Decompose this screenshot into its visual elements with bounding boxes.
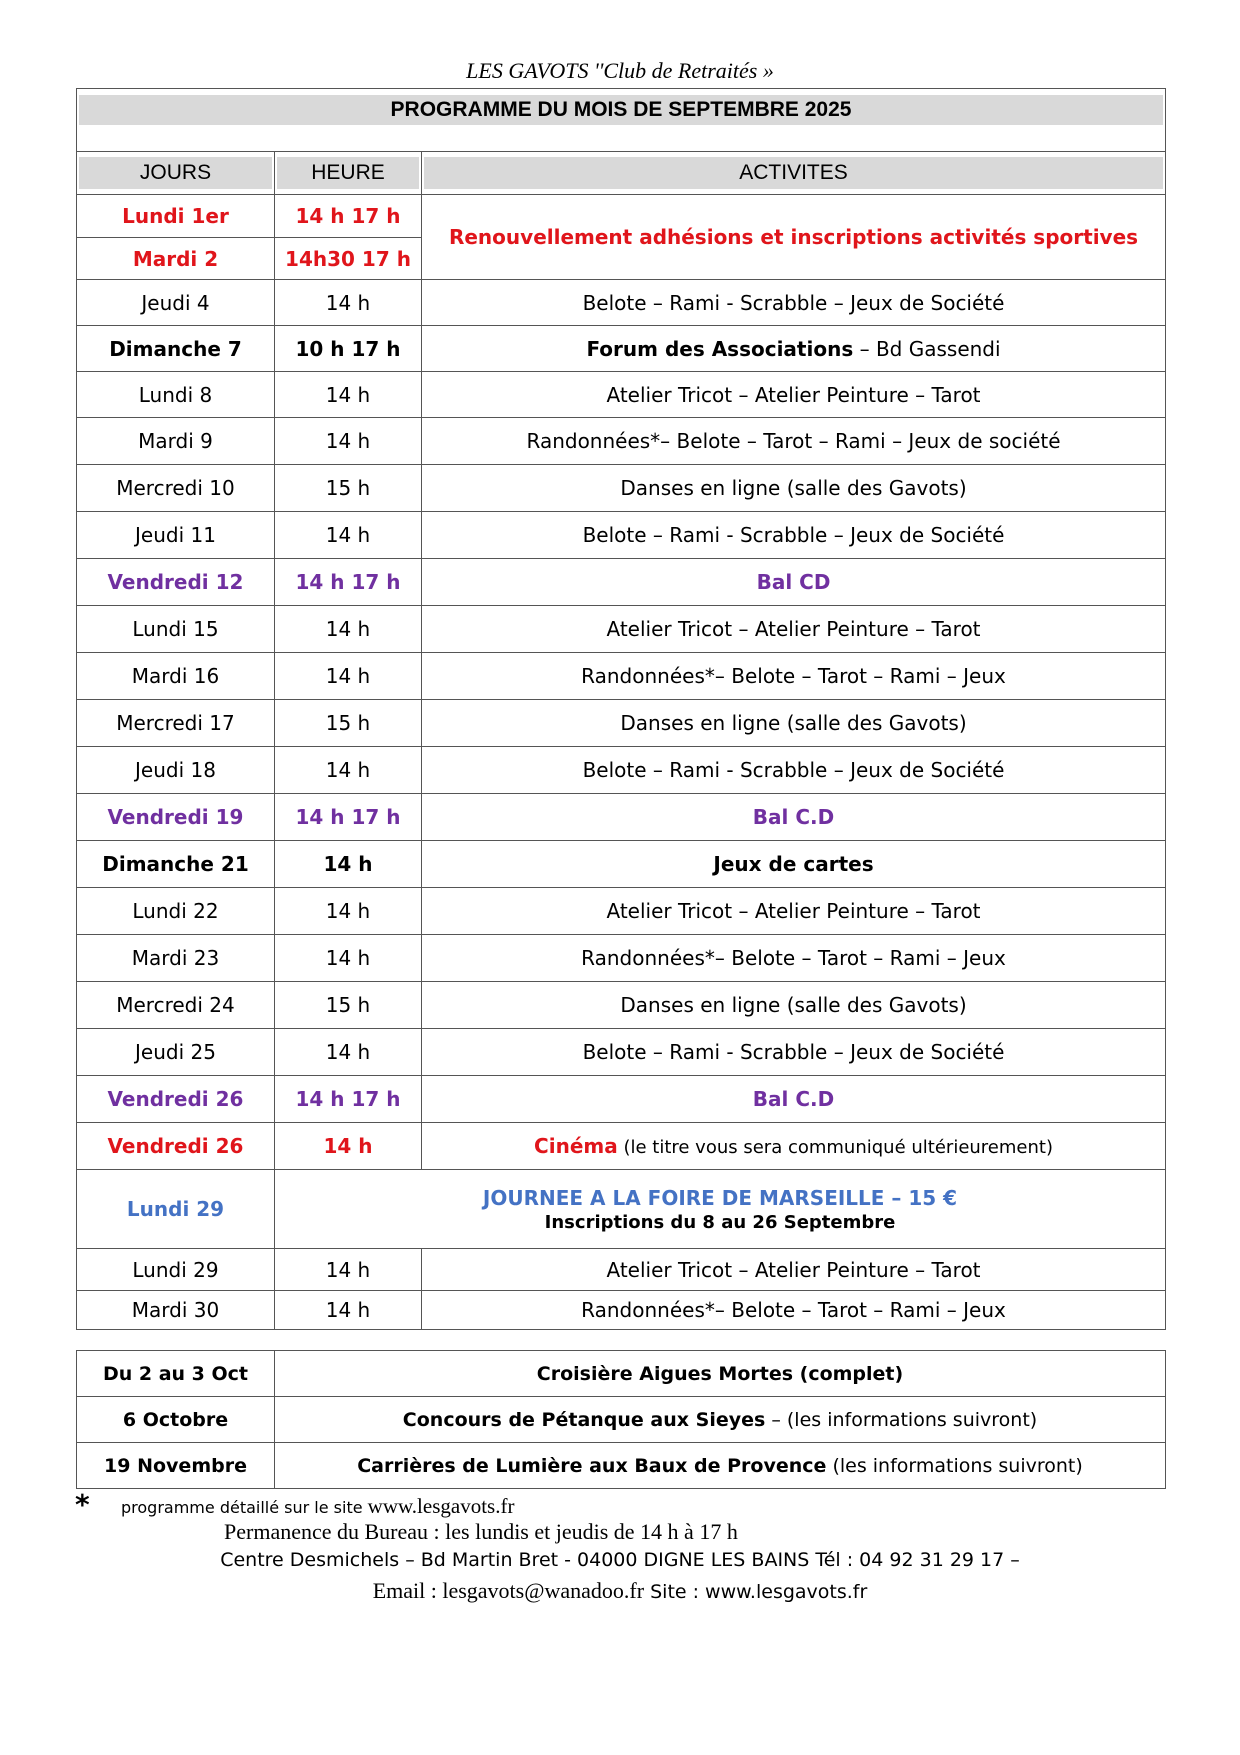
time-cell: 14 h	[275, 1249, 422, 1291]
program-title-row	[77, 89, 1166, 152]
table-row	[77, 372, 1166, 418]
event-title: Carrières de Lumière aux Baux de Provence	[357, 1454, 827, 1477]
table-row	[77, 1397, 1166, 1443]
table-row	[77, 700, 1166, 747]
day-cell: Lundi 22	[77, 888, 275, 935]
activity-cell: Danses en ligne (salle des Gavots)	[422, 982, 1166, 1029]
trip-title: JOURNEE A LA FOIRE DE MARSEILLE – 15 €	[482, 1185, 958, 1210]
time-cell: 14 h 17 h	[275, 195, 422, 238]
activity-cell: Belote – Rami - Scrabble – Jeux de Société	[422, 747, 1166, 794]
table-row	[77, 1351, 1166, 1397]
table-row	[77, 512, 1166, 559]
table-row	[77, 326, 1166, 372]
day-cell: Mardi 2	[77, 238, 275, 280]
day-cell: Jeudi 25	[77, 1029, 275, 1076]
program-table	[76, 88, 1166, 1330]
table-row	[77, 418, 1166, 465]
event-cell	[275, 1351, 1166, 1397]
office-hours: Permanence du Bureau : les lundis et jeudis de 14 h à 17 h	[224, 1519, 738, 1544]
activity-cell: Belote – Rami - Scrabble – Jeux de Société	[422, 512, 1166, 559]
footnote	[121, 1494, 514, 1519]
event-date: 19 Novembre	[77, 1443, 275, 1489]
event-cell	[275, 1397, 1166, 1443]
event-detail: (les informations suivront)	[826, 1454, 1083, 1477]
time-cell: 15 h	[275, 982, 422, 1029]
time-cell: 10 h 17 h	[275, 326, 422, 372]
event-title: Croisière Aigues Mortes (complet)	[536, 1362, 904, 1385]
table-row	[77, 1249, 1166, 1291]
day-cell: Lundi 29	[77, 1170, 275, 1249]
day-cell: Lundi 1er	[77, 195, 275, 238]
table-row	[77, 982, 1166, 1029]
table-row	[77, 1076, 1166, 1123]
time-cell: 14 h	[275, 512, 422, 559]
activity-detail: (le titre vous sera communiqué ultérieurement)	[617, 1137, 1053, 1158]
activity-cell: Bal CD	[422, 559, 1166, 606]
program-title: PROGRAMME DU MOIS DE SEPTEMBRE 2025	[79, 95, 1163, 125]
table-row	[77, 888, 1166, 935]
time-cell: 14 h	[275, 747, 422, 794]
day-cell: Mercredi 17	[77, 700, 275, 747]
time-cell: 14 h 17 h	[275, 794, 422, 841]
time-cell: 15 h	[275, 700, 422, 747]
activity-cell	[275, 1170, 1166, 1249]
footnote-text: programme détaillé sur le site	[121, 1498, 368, 1517]
event-detail: – (les informations suivront)	[765, 1408, 1038, 1431]
event-date: 6 Octobre	[77, 1397, 275, 1443]
email-label: Email :	[372, 1578, 443, 1603]
day-cell: Mardi 30	[77, 1291, 275, 1330]
activity-cell: Atelier Tricot – Atelier Peinture – Tarot	[422, 606, 1166, 653]
time-cell: 15 h	[275, 465, 422, 512]
table-row	[77, 794, 1166, 841]
footnote-star: *	[75, 1488, 90, 1521]
day-cell: Vendredi 19	[77, 794, 275, 841]
trip-registration: Inscriptions du 8 au 26 Septembre	[544, 1211, 896, 1233]
time-cell: 14 h	[275, 888, 422, 935]
email-link[interactable]: lesgavots@wanadoo.fr	[442, 1578, 645, 1603]
day-cell: Lundi 29	[77, 1249, 275, 1291]
table-row	[77, 195, 1166, 238]
time-cell: 14 h 17 h	[275, 1076, 422, 1123]
table-row	[77, 1123, 1166, 1170]
activity-cell: Atelier Tricot – Atelier Peinture – Tarot	[422, 372, 1166, 418]
activity-detail: – Bd Gassendi	[853, 336, 1001, 361]
table-row	[77, 1170, 1166, 1249]
activity-cell: Belote – Rami - Scrabble – Jeux de Société	[422, 280, 1166, 326]
event-date: Du 2 au 3 Oct	[77, 1351, 275, 1397]
table-row	[77, 606, 1166, 653]
activity-cell: Bal C.D	[422, 1076, 1166, 1123]
day-cell: Mercredi 10	[77, 465, 275, 512]
activity-cell: Danses en ligne (salle des Gavots)	[422, 465, 1166, 512]
time-cell: 14 h	[275, 935, 422, 982]
table-row	[77, 935, 1166, 982]
activity-highlight: Forum des Associations	[586, 336, 854, 361]
table-row	[77, 653, 1166, 700]
event-cell	[275, 1443, 1166, 1489]
time-cell: 14h30 17 h	[275, 238, 422, 280]
time-cell: 14 h	[275, 606, 422, 653]
table-row	[77, 559, 1166, 606]
day-cell: Jeudi 18	[77, 747, 275, 794]
table-row	[77, 465, 1166, 512]
time-cell: 14 h	[275, 1123, 422, 1170]
day-cell: Lundi 15	[77, 606, 275, 653]
day-cell: Mardi 9	[77, 418, 275, 465]
time-cell: 14 h	[275, 280, 422, 326]
address: Centre Desmichels – Bd Martin Bret - 04000 DIGNE LES BAINS Tél : 04 92 31 29 17 –	[220, 1549, 1020, 1571]
day-cell: Vendredi 26	[77, 1123, 275, 1170]
table-row	[77, 280, 1166, 326]
activity-highlight: Cinéma	[534, 1134, 618, 1158]
table-row	[77, 1443, 1166, 1489]
table-row	[77, 1029, 1166, 1076]
day-cell: Mardi 23	[77, 935, 275, 982]
header-jours: JOURS	[79, 157, 272, 189]
footnote-site-link[interactable]: www.lesgavots.fr	[367, 1494, 515, 1518]
time-cell: 14 h	[275, 1029, 422, 1076]
time-cell: 14 h	[275, 841, 422, 888]
table-row	[77, 1291, 1166, 1330]
activity-cell: Randonnées*– Belote – Tarot – Rami – Jeux	[422, 653, 1166, 700]
activity-cell: Randonnées*– Belote – Tarot – Rami – Jeux	[422, 935, 1166, 982]
activity-cell: Randonnées*– Belote – Tarot – Rami – Jeux de société	[422, 418, 1166, 465]
time-cell: 14 h 17 h	[275, 559, 422, 606]
day-cell: Lundi 8	[77, 372, 275, 418]
activity-cell: Jeux de cartes	[422, 841, 1166, 888]
day-cell: Mercredi 24	[77, 982, 275, 1029]
activity-cell: Atelier Tricot – Atelier Peinture – Tarot	[422, 888, 1166, 935]
activity-cell: Bal C.D	[422, 794, 1166, 841]
header-activites: ACTIVITES	[424, 157, 1163, 189]
site-link[interactable]: Site : www.lesgavots.fr	[644, 1581, 868, 1603]
activity-cell	[422, 1123, 1166, 1170]
day-cell: Jeudi 11	[77, 512, 275, 559]
activity-cell: Renouvellement adhésions et inscriptions activités sportives	[422, 195, 1166, 280]
header-heure: HEURE	[277, 157, 419, 189]
activity-cell: Danses en ligne (salle des Gavots)	[422, 700, 1166, 747]
day-cell: Vendredi 26	[77, 1076, 275, 1123]
day-cell: Jeudi 4	[77, 280, 275, 326]
table-row	[77, 747, 1166, 794]
time-cell: 14 h	[275, 1291, 422, 1330]
table-row	[77, 841, 1166, 888]
activity-cell: Belote – Rami - Scrabble – Jeux de Société	[422, 1029, 1166, 1076]
day-cell: Dimanche 21	[77, 841, 275, 888]
time-cell: 14 h	[275, 653, 422, 700]
time-cell: 14 h	[275, 372, 422, 418]
day-cell: Vendredi 12	[77, 559, 275, 606]
contact-line	[0, 1578, 1240, 1604]
document-title: LES GAVOTS ''Club de Retraités »	[466, 58, 774, 83]
activity-cell	[422, 326, 1166, 372]
event-title: Concours de Pétanque aux Sieyes	[402, 1408, 766, 1431]
day-cell: Dimanche 7	[77, 326, 275, 372]
time-cell: 14 h	[275, 418, 422, 465]
day-cell: Mardi 16	[77, 653, 275, 700]
activity-cell: Atelier Tricot – Atelier Peinture – Tarot	[422, 1249, 1166, 1291]
upcoming-events-table	[76, 1350, 1166, 1489]
table-header-row	[77, 152, 1166, 195]
activity-cell: Randonnées*– Belote – Tarot – Rami – Jeux	[422, 1291, 1166, 1330]
